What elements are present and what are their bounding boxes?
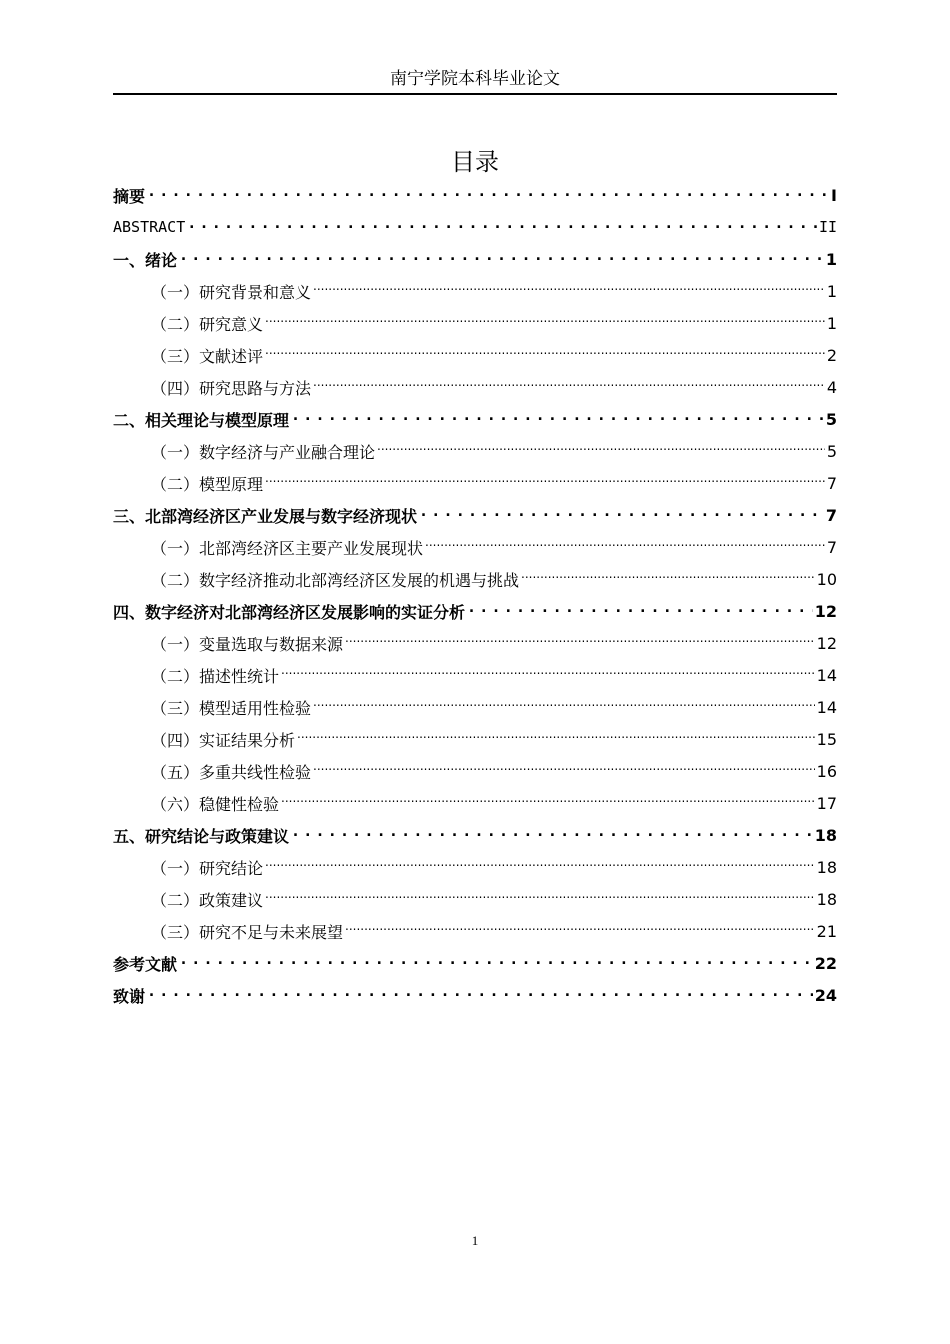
dot-leader xyxy=(313,282,825,300)
toc-entry-section-1-4[interactable] xyxy=(113,371,837,403)
toc-entry-section-4-1[interactable] xyxy=(113,627,837,659)
toc-entry-page: 12 xyxy=(816,633,837,653)
toc-entry-references[interactable] xyxy=(113,947,837,979)
toc-entry-label: 三、北部湾经济区产业发展与数字经济现状 xyxy=(113,506,418,526)
toc-entry-chapter-1[interactable] xyxy=(113,243,837,275)
toc-entry-label: （一）研究结论 xyxy=(151,858,264,878)
toc-entry-label: （二）政策建议 xyxy=(151,890,264,910)
toc-entry-page: 5 xyxy=(826,441,837,461)
dot-leader xyxy=(179,250,824,268)
toc-entry-section-3-1[interactable] xyxy=(113,531,837,563)
dot-leader xyxy=(313,698,815,716)
toc-entry-chapter-3[interactable] xyxy=(113,499,837,531)
dot-leader xyxy=(187,218,817,236)
toc-entry-page: I xyxy=(831,185,837,205)
toc-entry-section-1-3[interactable] xyxy=(113,339,837,371)
toc-entry-page: II xyxy=(818,218,837,236)
toc-entry-chapter-4[interactable] xyxy=(113,595,837,627)
toc-entry-page: 7 xyxy=(826,537,837,557)
toc-entry-label: （四）研究思路与方法 xyxy=(151,378,312,398)
toc-entry-page: 14 xyxy=(816,697,837,717)
toc-title: 目录 xyxy=(451,148,499,176)
toc-entry-label: （三）模型适用性检验 xyxy=(151,698,312,718)
dot-leader xyxy=(147,186,829,204)
toc-entry-page: 5 xyxy=(825,409,837,429)
toc-entry-section-3-2[interactable] xyxy=(113,563,837,595)
toc-entry-label: 五、研究结论与政策建议 xyxy=(113,826,290,846)
toc-entry-label: （二）模型原理 xyxy=(151,474,264,494)
toc-entry-page: 1 xyxy=(826,281,837,301)
toc-entry-section-4-3[interactable] xyxy=(113,691,837,723)
toc-entry-label: 致谢 xyxy=(113,986,146,1006)
toc-entry-chapter-5[interactable] xyxy=(113,819,837,851)
dot-leader xyxy=(179,954,813,972)
toc-entry-section-2-2[interactable] xyxy=(113,467,837,499)
toc-entry-page: 14 xyxy=(816,665,837,685)
dot-leader xyxy=(345,634,815,652)
toc-entry-label: 参考文献 xyxy=(113,954,178,974)
dot-leader xyxy=(265,346,825,364)
toc-entry-label: （五）多重共线性检验 xyxy=(151,762,312,782)
toc-entry-page: 22 xyxy=(814,953,837,973)
toc-entry-section-1-2[interactable] xyxy=(113,307,837,339)
dot-leader xyxy=(425,538,825,556)
dot-leader xyxy=(281,666,815,684)
toc-entry-label: （二）描述性统计 xyxy=(151,666,280,686)
toc-entry-page: 18 xyxy=(816,857,837,877)
toc-entry-page: 18 xyxy=(816,889,837,909)
toc-entry-abstract-cn[interactable] xyxy=(113,179,837,211)
toc-entry-label: （二）研究意义 xyxy=(151,314,264,334)
dot-leader xyxy=(291,410,824,428)
dot-leader xyxy=(147,986,813,1004)
toc-entry-page: 10 xyxy=(816,569,837,589)
dot-leader xyxy=(467,602,813,620)
toc-entry-section-5-2[interactable] xyxy=(113,883,837,915)
toc-entry-label: ABSTRACT xyxy=(113,218,186,236)
toc-entry-page: 2 xyxy=(826,345,837,365)
toc-entry-section-4-4[interactable] xyxy=(113,723,837,755)
dot-leader xyxy=(265,890,815,908)
toc-entry-label: （三）文献述评 xyxy=(151,346,264,366)
dot-leader xyxy=(377,442,825,460)
toc-entry-chapter-2[interactable] xyxy=(113,403,837,435)
dot-leader xyxy=(265,314,825,332)
toc-entry-label: 一、绪论 xyxy=(113,250,178,270)
toc-entry-label: （六）稳健性检验 xyxy=(151,794,280,814)
toc-entry-section-4-6[interactable] xyxy=(113,787,837,819)
table-of-contents xyxy=(113,179,837,1011)
toc-entry-page: 17 xyxy=(816,793,837,813)
page-number: 1 xyxy=(471,1233,479,1248)
dot-leader xyxy=(297,730,815,748)
toc-entry-label: （一）数字经济与产业融合理论 xyxy=(151,442,376,462)
toc-entry-section-4-5[interactable] xyxy=(113,755,837,787)
dot-leader xyxy=(419,506,824,524)
toc-entry-acknowledgements[interactable] xyxy=(113,979,837,1011)
toc-entry-section-5-3[interactable] xyxy=(113,915,837,947)
toc-entry-section-1-1[interactable] xyxy=(113,275,837,307)
toc-entry-section-5-1[interactable] xyxy=(113,851,837,883)
dot-leader xyxy=(313,378,825,396)
dot-leader xyxy=(265,858,815,876)
header-title: 南宁学院本科毕业论文 xyxy=(390,69,560,89)
toc-entry-label: 摘要 xyxy=(113,186,146,206)
toc-entry-page: 12 xyxy=(814,601,837,621)
toc-entry-page: 4 xyxy=(826,377,837,397)
toc-entry-label: （一）北部湾经济区主要产业发展现状 xyxy=(151,538,424,558)
toc-entry-page: 16 xyxy=(816,761,837,781)
toc-entry-abstract-en[interactable] xyxy=(113,211,837,243)
toc-entry-label: 二、相关理论与模型原理 xyxy=(113,410,290,430)
toc-entry-label: （一）研究背景和意义 xyxy=(151,282,312,302)
toc-entry-section-4-2[interactable] xyxy=(113,659,837,691)
toc-entry-page: 18 xyxy=(814,825,837,845)
toc-entry-label: （二）数字经济推动北部湾经济区发展的机遇与挑战 xyxy=(151,570,520,590)
toc-entry-label: （三）研究不足与未来展望 xyxy=(151,922,344,942)
toc-entry-page: 15 xyxy=(816,729,837,749)
toc-entry-page: 24 xyxy=(814,985,837,1005)
toc-entry-page: 1 xyxy=(825,249,837,269)
toc-entry-page: 1 xyxy=(826,313,837,333)
dot-leader xyxy=(345,922,815,940)
dot-leader xyxy=(521,570,815,588)
toc-entry-label: （四）实证结果分析 xyxy=(151,730,296,750)
dot-leader xyxy=(313,762,815,780)
toc-entry-label: （一）变量选取与数据来源 xyxy=(151,634,344,654)
toc-entry-label: 四、数字经济对北部湾经济区发展影响的实证分析 xyxy=(113,602,466,622)
toc-entry-page: 21 xyxy=(816,921,837,941)
toc-entry-page: 7 xyxy=(826,473,837,493)
page-header xyxy=(113,66,837,95)
toc-entry-page: 7 xyxy=(825,505,837,525)
toc-entry-section-2-1[interactable] xyxy=(113,435,837,467)
dot-leader xyxy=(291,826,813,844)
dot-leader xyxy=(281,794,815,812)
dot-leader xyxy=(265,474,825,492)
